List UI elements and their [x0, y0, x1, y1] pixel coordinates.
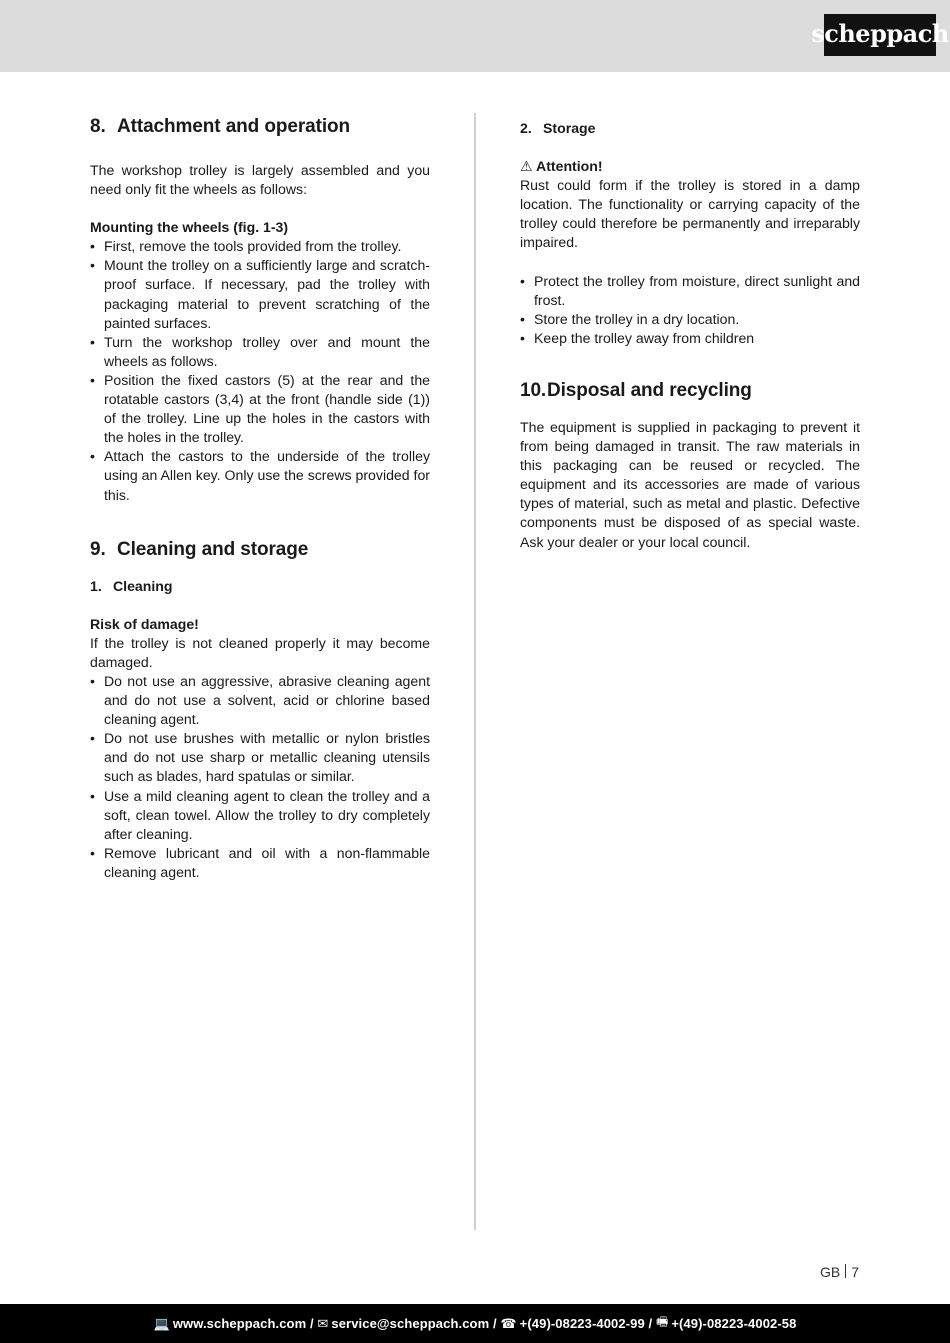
- footer-separator: /: [644, 1316, 656, 1331]
- right-column: [520, 114, 860, 552]
- section-10-text: The equipment is supplied in packaging to prevent it from being damaged in transit. The raw materials in this packaging can be reused or recycled. The equipment and its accessories are made of various types of material, such as metal and plastic. Defective components must be disposed of as special waste. Ask your dealer or your local council.: [520, 418, 860, 550]
- section-10-title: Disposal and recycling: [547, 379, 752, 401]
- section-9-title: Cleaning and storage: [117, 538, 309, 560]
- fax-icon: 🖷: [655, 1313, 669, 1329]
- list-item: • Do not use an aggressive, abrasive cleaning agent and do not use a solvent, acid or chlorine based cleaning agent.: [90, 672, 430, 729]
- list-item: • Attach the castors to the underside of the trolley using an Allen key. Only use the screws provided for this.: [90, 447, 430, 504]
- list-item: • Store the trolley in a dry location.: [520, 310, 860, 329]
- section-10-heading: [520, 378, 860, 404]
- risk-heading: Risk of damage!: [90, 615, 199, 632]
- section-9-heading: [90, 537, 430, 563]
- section-10-number: 10.: [520, 379, 547, 401]
- attention-label: Attention!: [536, 158, 603, 175]
- list-item: • Protect the trolley from moisture, direct sunlight and frost.: [520, 272, 860, 310]
- list-item: • Remove lubricant and oil with a non-flammable cleaning agent.: [90, 844, 430, 882]
- section-8-title: Attachment and operation: [117, 116, 351, 137]
- computer-icon: 💻: [153, 1315, 170, 1331]
- section-8-intro: The workshop trolley is largely assembled and you need only fit the wheels as follows:: [90, 162, 430, 198]
- storage-heading: [520, 119, 860, 138]
- storage-number: 2.: [520, 120, 532, 136]
- footer-email-link[interactable]: service@scheppach.com: [331, 1316, 490, 1331]
- cleaning-title: Cleaning: [113, 577, 173, 594]
- scheppach-logo: scheppach: [824, 14, 936, 56]
- mail-icon: ✉: [317, 1315, 329, 1331]
- mounting-list: [90, 237, 430, 504]
- footer-separator: /: [306, 1316, 318, 1331]
- page-number: [820, 1264, 859, 1280]
- section-8-number: 8.: [90, 116, 106, 137]
- list-item: • Mount the trolley on a sufficiently large and scratch-proof surface. If necessary, pad the trolley with packaging material to prevent scratching of the painted surfaces.: [90, 256, 430, 332]
- list-item: • Keep the trolley away from children: [520, 329, 860, 348]
- list-item: • Do not use brushes with metallic or nylon bristles and do not use sharp or metallic cleaning utensils such as blades, hard spatulas or similar.: [90, 729, 430, 786]
- section-9-number: 9.: [90, 538, 106, 560]
- list-item: • First, remove the tools provided from the trolley.: [90, 237, 430, 256]
- left-column: [90, 114, 430, 882]
- page-lang: GB: [819, 1264, 841, 1280]
- column-divider: [474, 113, 476, 1230]
- footer-fax: +(49)-08223-4002-58: [671, 1316, 797, 1331]
- header-band: [0, 0, 950, 72]
- list-item: • Use a mild cleaning agent to clean the trolley and a soft, clean towel. Allow the trolley to dry completely after cleaning.: [90, 787, 430, 844]
- footer-separator: /: [489, 1316, 501, 1331]
- attention-heading: [520, 157, 860, 176]
- footer-bar: [0, 1304, 950, 1343]
- attention-text: Rust could form if the trolley is stored in a damp location. The functionality or carrying capacity of the trolley could therefore be permanently and irreparably impaired.: [520, 177, 860, 251]
- section-8-heading: [90, 114, 430, 140]
- page-number-separator: [845, 1264, 846, 1278]
- storage-title: Storage: [543, 120, 596, 136]
- list-item: • Turn the workshop trolley over and mount the wheels as follows.: [90, 333, 430, 371]
- list-item: • Position the fixed castors (5) at the rear and the rotatable castors (3,4) at the front (handle side (1)) of the trolley. Line up the holes in the castors with the holes in the trolley.: [90, 371, 430, 447]
- page-index: 7: [851, 1264, 859, 1280]
- cleaning-heading: [90, 577, 430, 596]
- storage-list: [520, 272, 860, 348]
- phone-icon: ☎: [500, 1315, 517, 1331]
- warning-icon: ⚠: [520, 158, 533, 175]
- cleaning-number: 1.: [90, 577, 102, 594]
- mounting-heading: Mounting the wheels (fig. 1-3): [90, 219, 289, 236]
- risk-text: If the trolley is not cleaned properly it may become damaged.: [90, 634, 430, 670]
- footer-phone: +(49)-08223-4002-99: [519, 1316, 645, 1331]
- footer-website-link[interactable]: www.scheppach.com: [172, 1316, 307, 1331]
- cleaning-list: [90, 672, 430, 882]
